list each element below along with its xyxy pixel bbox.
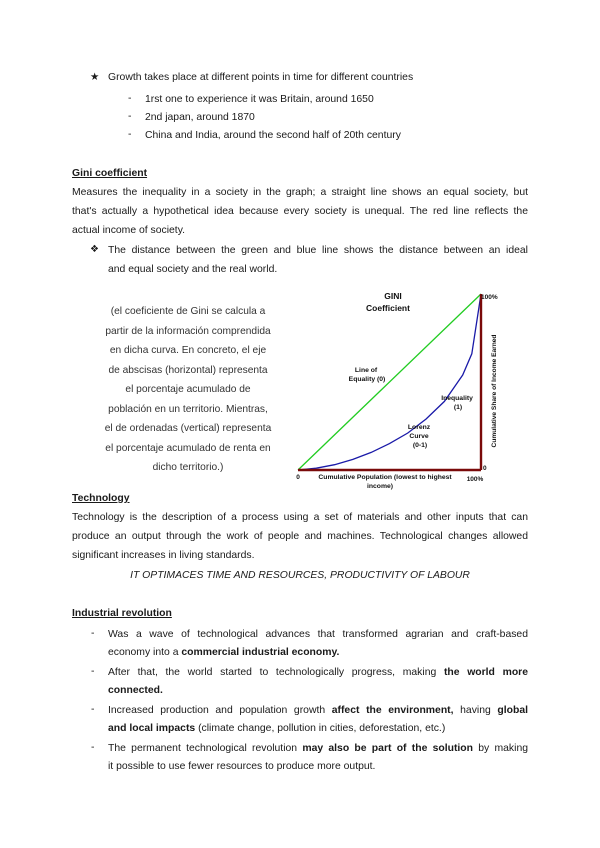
y-tick-100: 100% (481, 294, 498, 301)
industrial-item-4-line: The permanent technological revolution may also be part of the solution by making (108, 743, 528, 754)
industrial-item-2-line: connected. (108, 685, 163, 696)
growth-item-china-india: China and India, around the second half of 20th century (145, 130, 401, 141)
dash-bullet: - (91, 704, 95, 715)
spanish-note-line: en dicha curva. En concreto, el eje (109, 345, 267, 356)
inequality-label: Inequality (1) (441, 395, 473, 411)
industrial-heading: Industrial revolution (72, 608, 172, 619)
spanish-note-line: el porcentaje acumulado de (125, 384, 251, 395)
star-bullet-icon: ★ (90, 72, 100, 83)
gini-point-line: The distance between the green and blue line shows the distance between an ideal (108, 245, 528, 256)
chart-title: GINI (384, 291, 402, 301)
growth-item-japan: 2nd japan, around 1870 (145, 112, 255, 123)
growth-text: Growth takes place at different points in time for different countries (108, 72, 414, 83)
industrial-item-1-line: economy into a commercial industrial economy. (108, 647, 340, 658)
spanish-note (86, 302, 290, 478)
lorenz-curve-label: Lorenz Curve (0-1) (407, 424, 431, 449)
dash-bullet: - (128, 129, 132, 140)
x-axis-label: Cumulative Population (lowest to highest income) (318, 474, 452, 490)
spanish-note-line: el porcentaje acumulado de renta en (105, 442, 271, 454)
chart-subtitle: Coefficient (366, 303, 410, 313)
technology-para-line: significant increases in living standards. (72, 550, 255, 561)
equality-line-label: Line of Equality (0) (348, 367, 386, 383)
spanish-note-line: población en un territorio. Mientras, (108, 403, 268, 415)
spanish-note-line: el de ordenadas (vertical) representa (104, 423, 272, 434)
spanish-note-line: partir de la información comprendida (105, 325, 271, 337)
spanish-note-line: (el coeficiente de Gini se calcula a (110, 306, 266, 317)
gini-point-line: and equal society and the real world. (108, 264, 278, 275)
technology-para-line: Technology is the description of a process using a set of materials and other inputs that can (72, 512, 528, 523)
industrial-item-3-line: Increased production and population growth affect the environment, having global (108, 705, 528, 716)
spanish-note-line: dicho territorio.) (152, 462, 224, 473)
growth-item-britain: 1rst one to experience it was Britain, around 1650 (145, 94, 374, 105)
dash-bullet: - (91, 742, 95, 753)
gini-para-line: Measures the inequality in a society in the graph; a straight line shows an equal society, but (72, 187, 528, 198)
industrial-item-3-line: and local impacts (climate change, pollution in cities, deforestation, etc.) (108, 723, 446, 734)
diamond-bullet-icon: ❖ (90, 244, 99, 255)
industrial-item-1-line: Was a wave of technological advances that transformed agrarian and craft-based (108, 629, 528, 640)
gini-para-line: actual income of society. (72, 225, 186, 236)
technology-heading: Technology (72, 493, 130, 504)
y-tick-0: 0 (483, 465, 487, 472)
technology-para-line: produce an output through the work of people and machines. Technological changes allowed (72, 531, 528, 542)
x-tick-0: 0 (296, 474, 300, 481)
x-tick-100: 100% (466, 476, 484, 483)
spanish-note-line: de abscisas (horizontal) representa (108, 364, 268, 376)
technology-emphasis: IT OPTIMACES TIME AND RESOURCES, PRODUCTIVITY OF LABOUR (130, 570, 470, 581)
y-axis-label: Cumulative Share of Income Earned (491, 334, 498, 448)
dash-bullet: - (128, 93, 132, 104)
gini-chart (290, 286, 520, 494)
gini-heading: Gini coefficient (72, 168, 148, 179)
industrial-item-2-line: After that, the world started to technologically progress, making the world more (108, 667, 528, 678)
dash-bullet: - (91, 628, 95, 639)
dash-bullet: - (91, 666, 95, 677)
gini-para-line: that's actually a hypothetical idea because every society is unequal. The red line reflects the (72, 206, 528, 217)
dash-bullet: - (128, 111, 132, 122)
industrial-item-4-line: it possible to use fewer resources to produce more output. (108, 761, 376, 772)
